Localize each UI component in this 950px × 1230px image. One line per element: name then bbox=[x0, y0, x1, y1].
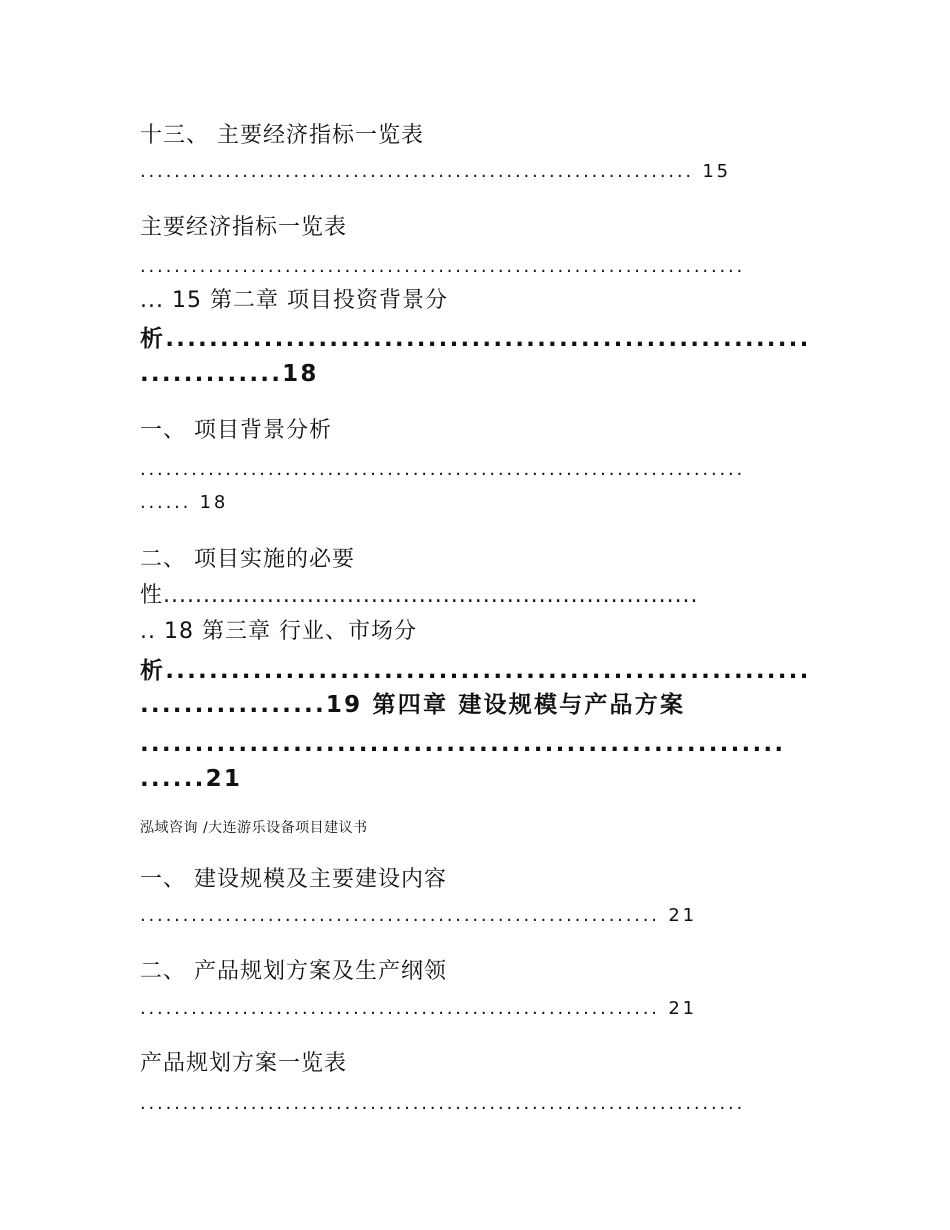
toc-dot-leader-page: ............................................................. 21 bbox=[140, 998, 697, 1019]
toc-page-number-bold: ......21 bbox=[140, 766, 243, 792]
toc-entry-title[interactable]: 十三、 主要经济指标一览表 bbox=[140, 123, 424, 148]
page-header: 泓域咨询 /大连游乐设备项目建议书 bbox=[140, 820, 368, 836]
toc-dot-leader: ....................................................................... bbox=[140, 1093, 746, 1114]
toc-dot-leader: ....................................................................... bbox=[140, 459, 746, 480]
toc-entry-title[interactable]: 一、 建设规模及主要建设内容 bbox=[140, 867, 447, 892]
toc-entry-title[interactable]: 二、 产品规划方案及生产纲领 bbox=[140, 959, 447, 984]
toc-dot-leader-page: ............................................................. 21 bbox=[140, 905, 697, 926]
toc-entry-title[interactable]: 二、 项目实施的必要 bbox=[140, 547, 355, 572]
toc-page-and-chapter[interactable]: ... 15 第二章 项目投资背景分 bbox=[140, 288, 448, 313]
toc-dot-leader-bold: ........................................................... bbox=[140, 731, 786, 757]
toc-entry-title[interactable]: 主要经济指标一览表 bbox=[140, 215, 348, 240]
toc-dot-leader: 性................................................................... bbox=[140, 583, 699, 608]
toc-dot-leader-bold: 析........................................................... bbox=[140, 658, 811, 684]
toc-page-and-chapter[interactable]: .. 18 第三章 行业、市场分 bbox=[140, 619, 417, 644]
toc-page-and-chapter[interactable]: .................19 第四章 建设规模与产品方案 bbox=[140, 692, 686, 718]
toc-dot-leader-page: ...... 18 bbox=[140, 492, 229, 513]
toc-dot-leader: ....................................................................... bbox=[140, 256, 746, 277]
toc-entry-title[interactable]: 一、 项目背景分析 bbox=[140, 418, 332, 443]
toc-dot-leader-page: ................................................................. 15 bbox=[140, 161, 731, 182]
toc-page-number-bold: .............18 bbox=[140, 361, 319, 387]
toc-entry-title[interactable]: 产品规划方案一览表 bbox=[140, 1051, 348, 1076]
toc-dot-leader-bold: 析........................................................... bbox=[140, 326, 811, 352]
